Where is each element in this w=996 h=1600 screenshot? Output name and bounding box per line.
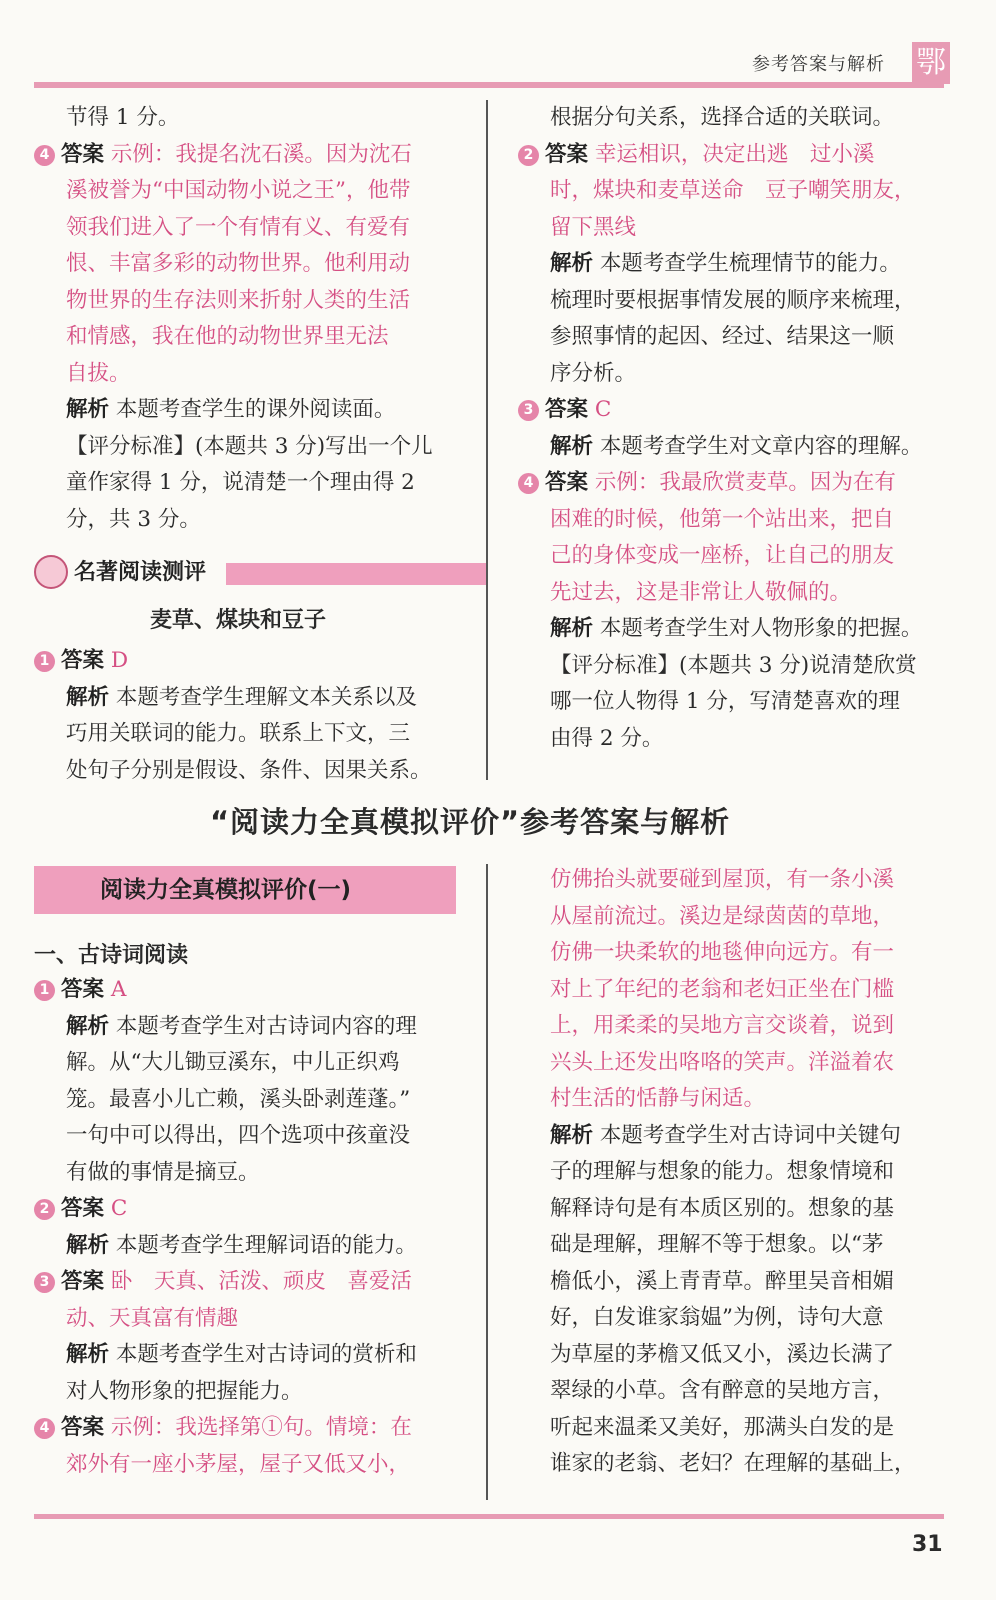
- question-number: 2: [518, 145, 539, 166]
- analysis-line: 解析 本题考查学生的课外阅读面。: [66, 397, 396, 422]
- answer-label: 答案: [61, 1415, 105, 1440]
- mingzhu-answers: [34, 643, 464, 789]
- answer-line: 2 答案 幸运相识，决定出逃 过小溪: [518, 137, 948, 174]
- answer-line: 兴头上还发出咯咯的笑声。洋溢着农: [550, 1049, 895, 1075]
- question-number: 4: [34, 145, 55, 166]
- analysis-label: 解析: [550, 616, 594, 641]
- answer-label: 答案: [545, 470, 589, 495]
- bottom-left-column: [34, 972, 464, 1483]
- answer-line: 郊外有一座小茅屋，屋子又低又小，: [66, 1451, 411, 1477]
- answer-line: 2 答案 C: [34, 1191, 464, 1228]
- analysis-line: 好，白发谁家翁媪”为例，诗句大意: [550, 1305, 884, 1330]
- question-number: 3: [518, 400, 539, 421]
- answer-label: 答案: [61, 977, 105, 1002]
- footer-rule: [34, 1514, 944, 1519]
- scoring-line: 由得 2 分。: [550, 725, 664, 751]
- analysis-label: 解析: [550, 251, 594, 276]
- section-title: “阅读力全真模拟评价”参考答案与解析: [210, 805, 731, 839]
- girl-face-icon: [34, 555, 68, 589]
- analysis-line: 解析 本题考查学生对古诗词内容的理: [66, 1013, 417, 1039]
- question-number: 1: [34, 651, 55, 672]
- answer-line: 恨、丰富多彩的动物世界。他利用动: [66, 251, 411, 276]
- analysis-line: 听起来温柔又美好，那满头白发的是: [550, 1414, 895, 1440]
- analysis-line: 解析 本题考查学生梳理情节的能力。: [550, 251, 901, 276]
- scoring-line: 【评分标准】(本题共 3 分)说清楚欣赏: [550, 652, 917, 678]
- text-line: 根据分句关系，选择合适的关联词。: [550, 105, 895, 130]
- province-badge: 鄂: [912, 42, 950, 84]
- answer-line: 和情感，我在他的动物世界里无法: [66, 324, 389, 349]
- answer-line: 溪被誉为“中国动物小说之王”，他带: [66, 178, 411, 203]
- text-line: 节得 1 分。: [66, 105, 180, 130]
- answer-line: 留下黑线: [550, 214, 637, 240]
- answer-line: 从屋前流过。溪边是绿茵茵的草地，: [550, 903, 895, 929]
- question-number: 4: [34, 1418, 55, 1439]
- top-left-column: [34, 100, 464, 538]
- mingzhu-title: 名著阅读测评: [74, 560, 207, 585]
- analysis-line: 对人物形象的把握能力。: [66, 1378, 303, 1404]
- answer-line: 上，用柔柔的吴地方言交谈着，说到: [550, 1013, 895, 1038]
- analysis-line: 为草屋的茅檐又低又小，溪边长满了: [550, 1341, 895, 1367]
- answer-line: 领我们进入了一个有情有义、有爱有: [66, 214, 411, 240]
- analysis-label: 解析: [550, 433, 594, 459]
- header-rule: [34, 82, 944, 88]
- analysis-line: 一句中可以得出，四个选项中孩童没: [66, 1123, 411, 1148]
- answer-line: 自拔。: [66, 360, 131, 386]
- answer-line: 先过去，这是非常让人敬佩的。: [550, 579, 852, 605]
- answer-line: 对上了年纪的老翁和老妇正坐在门槛: [550, 976, 895, 1002]
- answer-line: 3 答案 卧 天真、活泼、顽皮 喜爱活: [34, 1264, 464, 1301]
- analysis-line: 解析 本题考查学生理解文本关系以及: [66, 684, 417, 710]
- answer-line: 4 答案 示例：我选择第①句。情境：在: [34, 1410, 464, 1447]
- analysis-line: 巧用关联词的能力。联系上下文，三: [66, 721, 411, 746]
- column-divider: [486, 100, 488, 780]
- answer-line: 仿佛抬头就要碰到屋顶，有一条小溪: [550, 867, 895, 892]
- analysis-line: 檐低小，溪上青青草。醉里吴音相媚: [550, 1268, 895, 1294]
- answer-label: 答案: [61, 1196, 105, 1221]
- part-title-bar: 阅读力全真模拟评价(一): [34, 866, 456, 914]
- analysis-line: 翠绿的小草。含有醉意的吴地方言，: [550, 1378, 895, 1403]
- analysis-line: 解析 本题考查学生对古诗词的赏析和: [66, 1342, 417, 1367]
- answer-line: 物世界的生存法则来折射人类的生活: [66, 287, 411, 313]
- answer-label: 答案: [545, 397, 589, 422]
- answer-label: 答案: [61, 648, 105, 673]
- answer-label: 答案: [61, 1269, 105, 1294]
- answer-text: D: [110, 648, 129, 673]
- answer-line: 己的身体变成一座桥，让自己的朋友: [550, 543, 895, 568]
- analysis-label: 解析: [66, 684, 110, 710]
- analysis-line: 解析 本题考查学生对文章内容的理解。: [550, 433, 923, 459]
- mingzhu-section-header: [34, 553, 464, 593]
- answer-line: 仿佛一块柔软的地毯伸向远方。有一: [550, 940, 895, 965]
- analysis-label: 解析: [66, 1232, 110, 1258]
- answer-line: 3 答案 C: [518, 392, 948, 429]
- running-header: 参考答案与解析: [752, 54, 885, 75]
- part-heading: 一、古诗词阅读: [34, 943, 189, 968]
- answer-line: 困难的时候，他第一个站出来，把自: [550, 506, 895, 532]
- analysis-label: 解析: [550, 1122, 594, 1148]
- scoring-line: 哪一位人物得 1 分，写清楚喜欢的理: [550, 689, 900, 714]
- analysis-label: 解析: [66, 397, 110, 422]
- answer-label: 答案: [545, 141, 589, 167]
- answer-line: 4 答案 示例：我最欣赏麦草。因为在有: [518, 465, 948, 502]
- question-number: 1: [34, 980, 55, 1001]
- column-divider: [486, 864, 488, 1500]
- analysis-line: 子的理解与想象的能力。想象情境和: [550, 1159, 895, 1184]
- analysis-label: 解析: [66, 1342, 110, 1367]
- answer-line: 1 答案 A: [34, 972, 464, 1009]
- analysis-line: 解析 本题考查学生对古诗词中关键句: [550, 1122, 901, 1148]
- top-right-column: [518, 100, 948, 757]
- analysis-line: 谁家的老翁、老妇？在理解的基础上，: [550, 1451, 916, 1476]
- analysis-line: 梳理时要根据事情发展的顺序来梳理，: [550, 287, 916, 313]
- answer-text: 示例：我提名沈石溪。因为沈石: [110, 141, 412, 167]
- pink-title-bar: [226, 563, 488, 585]
- bottom-right-column: [518, 862, 948, 1483]
- page-number: 31: [912, 1532, 943, 1557]
- analysis-line: 笼。最喜小儿亡赖，溪头卧剥莲蓬。”: [66, 1086, 411, 1112]
- analysis-line: 础是理解，理解不等于想象。以“茅: [550, 1232, 884, 1257]
- analysis-label: 解析: [66, 1013, 110, 1039]
- analysis-line: 解释诗句是有本质区别的。想象的基: [550, 1195, 895, 1221]
- analysis-line: 处句子分别是假设、条件、因果关系。: [66, 757, 432, 783]
- question-number: 2: [34, 1199, 55, 1220]
- answer-label: 答案: [61, 141, 105, 167]
- answer-line: 动、天真富有情趣: [66, 1305, 239, 1331]
- answer-line: [34, 643, 464, 680]
- analysis-line: 解析 本题考查学生对人物形象的把握。: [550, 616, 923, 641]
- scoring-line: 【评分标准】(本题共 3 分)写出一个儿: [66, 433, 433, 459]
- scoring-line: 童作家得 1 分，说清楚一个理由得 2: [66, 470, 415, 495]
- answer-line: [34, 137, 464, 174]
- answer-line: 村生活的恬静与闲适。: [550, 1086, 766, 1111]
- analysis-line: 参照事情的起因、经过、结果这一顺: [550, 324, 895, 349]
- analysis-line: 解。从“大儿锄豆溪东，中儿正织鸡: [66, 1050, 400, 1075]
- analysis-line: 序分析。: [550, 360, 637, 386]
- answer-line: 时，煤块和麦草送命 豆子嘲笑朋友，: [550, 178, 916, 203]
- analysis-line: 解析 本题考查学生理解词语的能力。: [66, 1232, 417, 1258]
- question-number: 3: [34, 1272, 55, 1293]
- book-subtitle: 麦草、煤块和豆子: [150, 608, 327, 633]
- scoring-line: 分，共 3 分。: [66, 506, 201, 532]
- question-number: 4: [518, 473, 539, 494]
- analysis-line: 有做的事情是摘豆。: [66, 1159, 260, 1185]
